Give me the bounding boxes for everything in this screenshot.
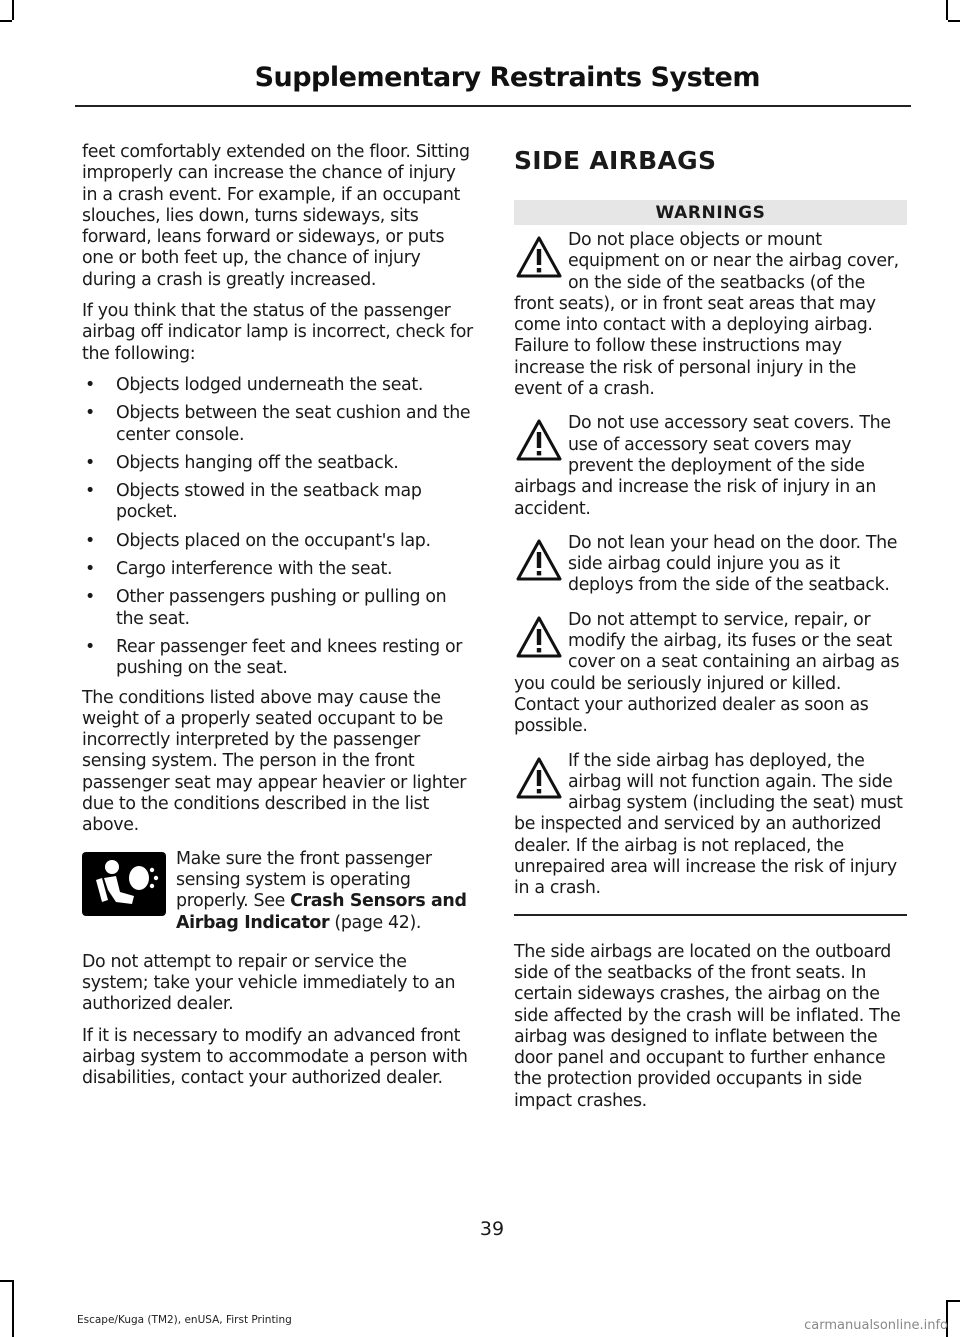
warning-text: Do not lean your head on the door. The side airbag could injure you as it deploys from the side of the seatback. — [568, 532, 898, 596]
bullet: • — [85, 403, 95, 424]
bullet: • — [85, 636, 95, 657]
list-item — [82, 375, 475, 396]
page-number: 39 — [479, 1218, 505, 1240]
warning-triangle-icon — [514, 614, 568, 666]
crop-mark — [12, 1280, 14, 1337]
crop-mark — [948, 20, 960, 22]
list-item — [82, 587, 475, 630]
list-item-text: Objects stowed in the seatback map pocket. — [116, 481, 422, 523]
warning-text: If the side airbag has deployed, the airbag will not function again. The side airbag system (including the seat) must be inspected and serviced by an authorized dealer. If the airbag is not replaced, the unrepaired area will increase the risk of injury in a crash. — [514, 750, 903, 899]
paragraph: The side airbags are located on the outboard side of the seatbacks of the front seats. In certain sideways crashes, the airbag on the side affected by the crash will be inflated. The airbag was designed to inflate between the door panel and occupant to further enhance the protection provided occupants in side impact crashes. — [514, 941, 901, 1111]
footer-edition: Escape/Kuga (TM2), enUSA, First Printing — [77, 1314, 292, 1326]
crop-mark — [946, 0, 948, 20]
list-item — [82, 403, 475, 446]
warning-block — [514, 413, 907, 519]
warning-triangle-icon — [514, 417, 568, 469]
list-item-text: Cargo interference with the seat. — [116, 559, 393, 580]
crop-mark — [0, 20, 12, 22]
note-text: Make sure the front passenger sensing system is operating properly. See — [176, 848, 432, 912]
left-column — [82, 142, 475, 1100]
paragraph: If it is necessary to modify an advanced front airbag system to accommodate a person with disabilities, contact your authorized dealer. — [82, 1025, 468, 1089]
bullet: • — [85, 530, 95, 551]
warning-text: Do not place objects or mount equipment on or near the airbag cover, on the side of the seatbacks (of the front seats), or in front seat areas that may come into contact with a deploying airbag. Failure to follow these instructions may increase the risk of personal injury in the event of a crash. — [514, 230, 899, 400]
list-item-text: Objects placed on the occupant's lap. — [116, 530, 431, 551]
cross-reference-link[interactable]: Crash Sensors and Airbag Indicator — [176, 891, 467, 933]
warning-block — [514, 230, 907, 400]
warning-triangle-icon — [514, 755, 568, 807]
right-column — [514, 142, 907, 1122]
list-item-text: Objects lodged underneath the seat. — [116, 374, 423, 395]
list-item — [82, 637, 475, 680]
warning-block — [514, 533, 907, 597]
crop-mark — [948, 1300, 960, 1302]
bullet: • — [85, 559, 95, 580]
list-item — [82, 453, 475, 474]
bullet: • — [85, 374, 95, 395]
warnings-end-rule — [514, 914, 907, 916]
warning-block — [514, 610, 907, 738]
warnings-header: WARNINGS — [514, 200, 907, 225]
warning-text: Do not use accessory seat covers. The use of accessory seat covers may prevent the deployment of the side airbags and increase the risk of injury in an accident. — [514, 413, 891, 519]
bullet: • — [85, 452, 95, 473]
header-rule — [75, 105, 911, 107]
warning-triangle-icon — [514, 537, 568, 589]
checklist — [82, 375, 475, 680]
paragraph: If you think that the status of the passenger airbag off indicator lamp is incorrect, check for the following: — [82, 301, 473, 364]
list-item-text: Objects between the seat cushion and the center console. — [116, 403, 471, 445]
bullet: • — [85, 587, 95, 608]
paragraph: Do not attempt to repair or service the system; take your vehicle immediately to an authorized dealer. — [82, 951, 456, 1015]
paragraph: feet comfortably extended on the floor. Sitting improperly can increase the chance of injury in a crash event. For example, if an occupant slouches, lies down, turns sideways, sits forward, leans forward or sideways, or puts one or both feet up, the chance of injury during a crash is greatly increased. — [82, 142, 470, 290]
airbag-note — [82, 849, 475, 934]
note-page-ref: (page 42). — [329, 912, 422, 933]
page-header-title: Supplementary Restraints System — [254, 62, 760, 93]
list-item-text: Objects hanging off the seatback. — [116, 452, 399, 473]
airbag-warning-icon — [82, 849, 166, 916]
warning-text: Do not attempt to service, repair, or modify the airbag, its fuses or the seat cover on a seat containing an airbag as you could be seriously injured or killed. Contact your authorized dealer as soon as possible. — [514, 609, 900, 737]
paragraph: The conditions listed above may cause the weight of a properly seated occupant to be incorrectly interpreted by the passenger sensing system. The person in the front passenger seat may appear heavier or lighter due to the conditions described in the list above. — [82, 687, 467, 836]
watermark: carmanualsonline.info — [804, 1318, 948, 1333]
warning-triangle-icon — [514, 234, 568, 286]
crop-mark — [0, 1280, 12, 1282]
bullet: • — [85, 481, 95, 502]
warning-block — [514, 751, 907, 900]
list-item — [82, 559, 475, 580]
list-item-text: Other passengers pushing or pulling on the seat. — [116, 587, 447, 629]
list-item — [82, 531, 475, 552]
crop-mark — [12, 0, 14, 20]
section-title: SIDE AIRBAGS — [514, 146, 717, 175]
list-item-text: Rear passenger feet and knees resting or pushing on the seat. — [116, 636, 463, 679]
list-item — [82, 481, 475, 524]
